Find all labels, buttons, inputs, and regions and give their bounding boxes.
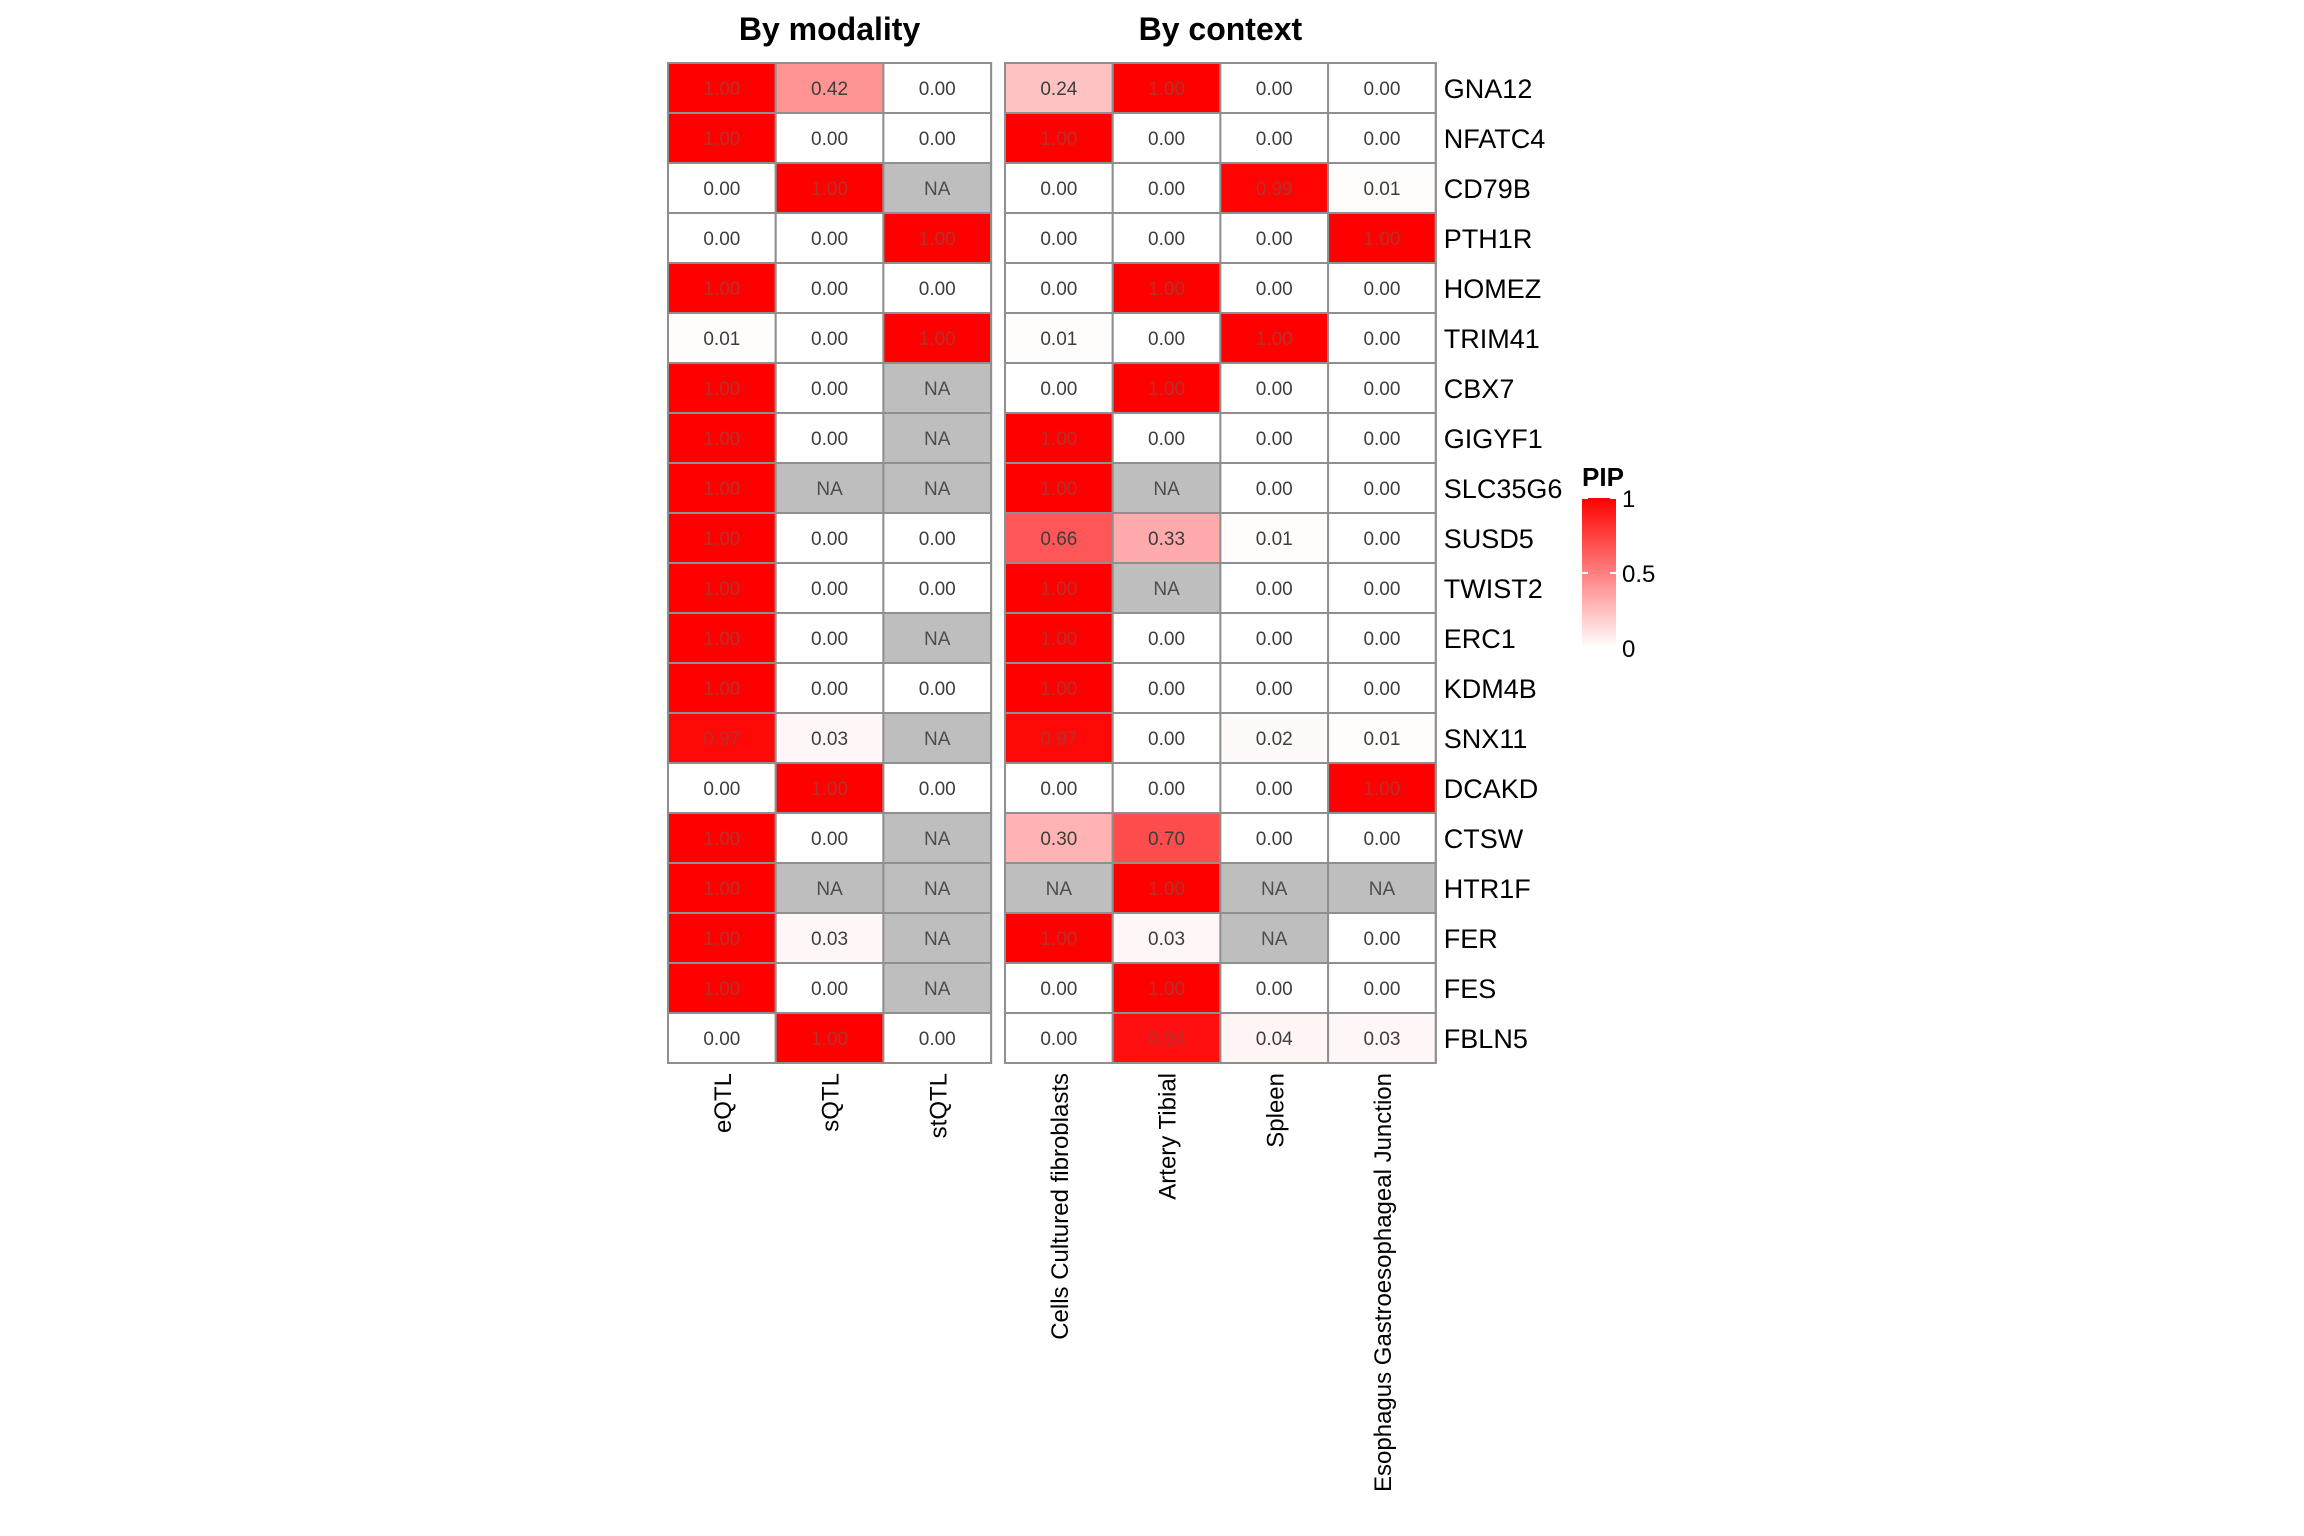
cell-value-label: NA [1153, 479, 1180, 500]
cell-value-label: 1.00 [703, 379, 741, 400]
cell-value-label: 0.03 [1148, 929, 1186, 950]
column-label: eQTL [709, 1073, 737, 1134]
cell-value-label: 0.00 [703, 1029, 741, 1050]
cell-value-label: 0.00 [1363, 579, 1401, 600]
cell-value-label: NA [924, 479, 951, 500]
cell-value-label: 0.00 [703, 179, 741, 200]
cell-value-label: 0.00 [703, 779, 741, 800]
cell-value-label: NA [816, 879, 843, 900]
cell-value-label: 1.00 [1040, 629, 1078, 650]
cell-value-label: 0.00 [1255, 429, 1293, 450]
column-label: stQTL [925, 1073, 953, 1139]
cell-value-label: 1.00 [703, 979, 741, 1000]
cell-value-label: 0.00 [918, 79, 956, 100]
cell-value-label: 1.00 [1148, 79, 1186, 100]
cell-value-label: 0.00 [1363, 429, 1401, 450]
cell-value-label: 1.00 [703, 629, 741, 650]
cell-value-label: 0.02 [1255, 729, 1293, 750]
cell-value-label: 1.00 [1363, 229, 1401, 250]
cell-value-label: NA [924, 179, 951, 200]
cell-value-label: 0.00 [1148, 429, 1186, 450]
gene-row-label: GIGYF1 [1443, 424, 1543, 454]
gene-row-label: GNA12 [1443, 74, 1533, 104]
cell-value-label: NA [924, 979, 951, 1000]
cell-value-label: 0.00 [1040, 979, 1078, 1000]
gene-row-label: SLC35G6 [1443, 474, 1563, 504]
legend-tick-label: 0.5 [1622, 561, 1656, 588]
cell-value-label: 0.00 [1363, 279, 1401, 300]
cell-value-label: 1.00 [1363, 779, 1401, 800]
column-label: Cells Cultured fibroblasts [1046, 1073, 1074, 1340]
cell-value-label: 0.04 [1255, 1029, 1293, 1050]
gene-row-label: SNX11 [1443, 724, 1528, 754]
cell-value-label: 0.00 [1255, 379, 1293, 400]
cell-value-label: 0.00 [1255, 829, 1293, 850]
cell-value-label: 0.00 [1040, 779, 1078, 800]
cell-value-label: 0.00 [811, 329, 849, 350]
cell-value-label: 0.01 [1363, 179, 1401, 200]
cell-value-label: 0.03 [811, 729, 849, 750]
cell-value-label: 1.00 [1148, 879, 1186, 900]
cell-value-label: 0.00 [1040, 179, 1078, 200]
cell-value-label: 0.00 [1255, 629, 1293, 650]
cell-value-label: 1.00 [1255, 329, 1293, 350]
cell-value-label: 0.00 [1363, 629, 1401, 650]
column-label: Spleen [1262, 1073, 1290, 1148]
legend-tick-label: 1 [1622, 486, 1636, 513]
cell-value-label: 0.00 [811, 529, 849, 550]
cell-value-label: 0.70 [1148, 829, 1186, 850]
cell-value-label: 0.00 [811, 429, 849, 450]
cell-value-label: 1.00 [1040, 429, 1078, 450]
gene-row-label: TRIM41 [1443, 324, 1540, 354]
gene-row-label: PTH1R [1443, 224, 1533, 254]
cell-value-label: 1.00 [1148, 979, 1186, 1000]
cell-value-label: 0.00 [1040, 1029, 1078, 1050]
cell-value-label: NA [816, 479, 843, 500]
panel-title: By context [1138, 11, 1303, 47]
gene-row-label: KDM4B [1443, 674, 1537, 704]
cell-value-label: NA [924, 879, 951, 900]
cell-value-label: 0.00 [1148, 729, 1186, 750]
cell-value-label: 1.00 [1040, 579, 1078, 600]
cell-value-label: NA [1045, 879, 1073, 900]
legend-tick-label: 0 [1622, 636, 1636, 663]
cell-value-label: NA [924, 929, 951, 950]
cell-value-label: 0.00 [1148, 679, 1186, 700]
heatmap-panel-0 [668, 11, 991, 1138]
cell-value-label: 1.00 [703, 879, 741, 900]
cell-value-label: 0.00 [1255, 779, 1293, 800]
cell-value-label: 0.01 [1363, 729, 1401, 750]
cell-value-label: 0.99 [1255, 179, 1293, 200]
cell-value-label: 0.00 [918, 279, 956, 300]
cell-value-label: NA [924, 429, 951, 450]
gene-row-label: CD79B [1443, 174, 1531, 204]
column-label: Esophagus Gastroesophageal Junction [1369, 1073, 1397, 1492]
cell-value-label: 0.00 [811, 629, 849, 650]
gene-row-label: DCAKD [1443, 774, 1539, 804]
cell-value-label: 0.00 [1363, 929, 1401, 950]
cell-value-label: 1.00 [703, 829, 741, 850]
gene-row-label: FBLN5 [1443, 1024, 1528, 1054]
cell-value-label: 0.00 [1040, 279, 1078, 300]
cell-value-label: 0.00 [1148, 129, 1186, 150]
cell-value-label: 0.00 [1363, 829, 1401, 850]
cell-value-label: 1.00 [811, 779, 849, 800]
cell-value-label: NA [924, 729, 951, 750]
legend-title: PIP [1582, 462, 1624, 492]
cell-value-label: 0.00 [1363, 79, 1401, 100]
cell-value-label: 1.00 [703, 279, 741, 300]
cell-value-label: 1.00 [1148, 379, 1186, 400]
cell-value-label: 0.42 [811, 79, 849, 100]
cell-value-label: 0.00 [918, 579, 956, 600]
cell-value-label: 1.00 [918, 329, 956, 350]
cell-value-label: 0.00 [918, 529, 956, 550]
cell-value-label: 0.03 [1363, 1029, 1401, 1050]
cell-value-label: 0.30 [1040, 829, 1078, 850]
cell-value-label: 0.97 [1040, 729, 1078, 750]
gene-row-label: HTR1F [1443, 874, 1531, 904]
cell-value-label: 0.00 [1255, 579, 1293, 600]
cell-value-label: 0.00 [1255, 979, 1293, 1000]
cell-value-label: 1.00 [703, 79, 741, 100]
cell-value-label: 0.00 [1363, 329, 1401, 350]
cell-value-label: 0.24 [1040, 79, 1078, 100]
cell-value-label: 0.00 [811, 129, 849, 150]
cell-value-label: 1.00 [703, 679, 741, 700]
cell-value-label: 1.00 [703, 929, 741, 950]
cell-value-label: 0.00 [811, 579, 849, 600]
cell-value-label: 0.00 [811, 679, 849, 700]
panel-title: By modality [738, 11, 921, 47]
cell-value-label: 0.94 [1148, 1029, 1186, 1050]
gene-row-label: FES [1443, 974, 1497, 1004]
cell-value-label: 1.00 [1040, 479, 1078, 500]
cell-value-label: 0.00 [811, 829, 849, 850]
cell-value-label: 0.00 [1148, 229, 1186, 250]
cell-value-label: 1.00 [1040, 929, 1078, 950]
cell-value-label: 1.00 [703, 129, 741, 150]
cell-value-label: 0.00 [1363, 679, 1401, 700]
cell-value-label: 0.00 [1255, 679, 1293, 700]
cell-value-label: 0.00 [1363, 479, 1401, 500]
cell-value-label: 0.00 [1148, 629, 1186, 650]
cell-value-label: 0.00 [1255, 279, 1293, 300]
cell-value-label: 1.00 [811, 1029, 849, 1050]
cell-value-label: 1.00 [1040, 679, 1078, 700]
cell-value-label: 1.00 [703, 579, 741, 600]
column-label: Artery Tibial [1154, 1073, 1182, 1200]
cell-value-label: 0.00 [1255, 129, 1293, 150]
column-label: sQTL [817, 1073, 845, 1132]
cell-value-label: 1.00 [1148, 279, 1186, 300]
cell-value-label: 0.97 [703, 729, 741, 750]
cell-value-label: 0.03 [811, 929, 849, 950]
cell-value-label: 1.00 [1040, 129, 1078, 150]
cell-value-label: 0.00 [918, 779, 956, 800]
cell-value-label: 0.00 [811, 279, 849, 300]
cell-value-label: 0.00 [918, 679, 956, 700]
gene-row-label: HOMEZ [1443, 274, 1542, 304]
cell-value-label: 1.00 [703, 429, 741, 450]
cell-value-label: 0.00 [1363, 129, 1401, 150]
cell-value-label: 0.00 [918, 1029, 956, 1050]
gene-row-label: ERC1 [1443, 624, 1516, 654]
cell-value-label: 0.00 [703, 229, 741, 250]
cell-value-label: NA [1153, 579, 1180, 600]
cell-value-label: 1.00 [703, 479, 741, 500]
cell-value-label: 1.00 [703, 529, 741, 550]
cell-value-label: 1.00 [811, 179, 849, 200]
gene-row-label: FER [1443, 924, 1498, 954]
cell-value-label: 0.01 [703, 329, 741, 350]
cell-value-label: 0.00 [1040, 379, 1078, 400]
cell-value-label: NA [924, 629, 951, 650]
gene-row-label: CBX7 [1443, 374, 1515, 404]
cell-value-label: 0.00 [1148, 779, 1186, 800]
cell-value-label: NA [924, 379, 951, 400]
cell-value-label: 0.00 [1255, 229, 1293, 250]
cell-value-label: 0.00 [811, 229, 849, 250]
gene-row-label: NFATC4 [1443, 124, 1546, 154]
cell-value-label: 0.00 [1255, 79, 1293, 100]
cell-value-label: NA [1261, 929, 1288, 950]
cell-value-label: 0.00 [1255, 479, 1293, 500]
gene-row-label: CTSW [1443, 824, 1524, 854]
cell-value-label: 0.33 [1148, 529, 1186, 550]
cell-value-label: 0.01 [1255, 529, 1293, 550]
cell-value-label: 0.00 [811, 379, 849, 400]
gene-row-label: TWIST2 [1443, 574, 1543, 604]
cell-value-label: NA [924, 829, 951, 850]
cell-value-label: 1.00 [918, 229, 956, 250]
cell-value-label: 0.00 [918, 129, 956, 150]
cell-value-label: 0.00 [811, 979, 849, 1000]
cell-value-label: 0.00 [1040, 229, 1078, 250]
gene-row-label: SUSD5 [1443, 524, 1534, 554]
cell-value-label: 0.66 [1040, 529, 1078, 550]
cell-value-label: NA [1368, 879, 1396, 900]
cell-value-label: 0.00 [1363, 979, 1401, 1000]
cell-value-label: 0.00 [1363, 379, 1401, 400]
cell-value-label: NA [1261, 879, 1288, 900]
cell-value-label: 0.00 [1363, 529, 1401, 550]
cell-value-label: 0.00 [1148, 329, 1186, 350]
cell-value-label: 0.00 [1148, 179, 1186, 200]
cell-value-label: 0.01 [1040, 329, 1078, 350]
